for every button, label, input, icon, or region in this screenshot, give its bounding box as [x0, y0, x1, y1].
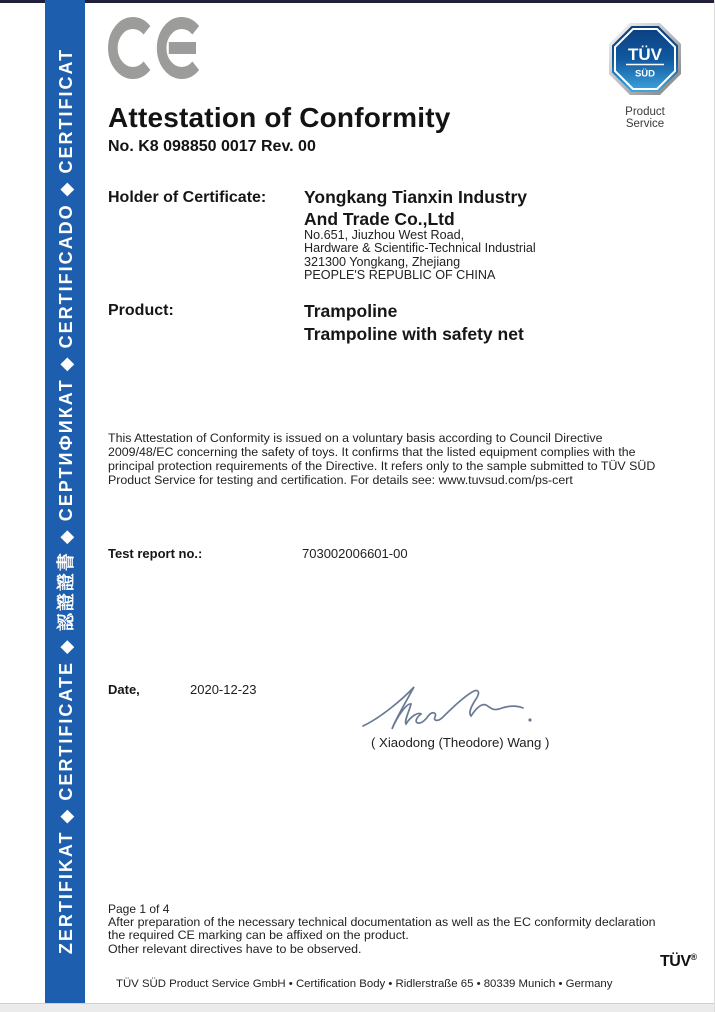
product-value [304, 300, 524, 345]
certificate-number: No. K8 098850 0017 Rev. 00 [108, 138, 316, 155]
holder-address-line: PEOPLE'S REPUBLIC OF CHINA [304, 268, 496, 283]
tuv-badge-top-text: TÜV [628, 45, 662, 64]
page-title: Attestation of Conformity [108, 102, 451, 133]
page-indicator: Page 1 of 4 [108, 902, 170, 916]
holder-label: Holder of Certificate: [108, 189, 267, 206]
statement-line: This Attestation of Conformity is issued on a voluntary basis according to Council Directive [108, 431, 603, 445]
holder-name-line: And Trade Co.,Ltd [304, 209, 455, 229]
signatory-name: ( Xiaodong (Theodore) Wang ) [371, 735, 550, 750]
statement-line: 2009/48/EC concerning the safety of toys. It confirms that the listed equipment complies with the [108, 445, 636, 460]
product-label: Product: [108, 302, 174, 319]
holder-name [304, 186, 527, 230]
holder-address-line: Hardware & Scientific-Technical Industrial [304, 241, 536, 256]
sidebar-multilingual-label: ZERTIFIKAT ◆ CERTIFICATE ◆ 認證證書 ◆ СЕРТИФИКАТ ◆ CERTIFICADO ◆ CERTIFICAT [56, 47, 76, 955]
footer-note [108, 916, 656, 956]
test-report-label: Test report no.: [108, 546, 203, 561]
page-bottom-edge [0, 1003, 714, 1012]
signature-image [358, 682, 538, 736]
date-label: Date, [108, 682, 140, 697]
page-top-edge [0, 0, 714, 3]
ce-mark-icon [108, 17, 201, 79]
product-line: Trampoline with safety net [304, 323, 524, 344]
footer-note-line: the required CE marking can be affixed on the product. [108, 928, 409, 943]
statement-line: Product Service for testing and certification. For details see: www.tuvsud.com/ps-cert [108, 473, 573, 488]
test-report-value: 703002006601-00 [302, 546, 408, 561]
date-value: 2020-12-23 [190, 682, 257, 697]
tuv-wordmark [660, 952, 697, 971]
holder-address-line: 321300 Yongkang, Zhejiang [304, 254, 461, 269]
product-line: Trampoline [304, 301, 398, 321]
holder-address-line: No.651, Jiuzhou West Road, [304, 228, 465, 242]
holder-name-line: Yongkang Tianxin Industry [304, 187, 527, 207]
tuv-sud-logo [609, 23, 681, 95]
statement-line: principal protection requirements of the Directive. It refers only to the sample submitted to TÜV SÜD [108, 459, 656, 474]
conformity-statement [108, 431, 655, 487]
tuv-wordmark-text: TÜV [660, 953, 691, 970]
footer-note-line: After preparation of the necessary technical documentation as well as the EC conformity declaration [108, 915, 656, 929]
registered-trademark-symbol: ® [690, 952, 697, 962]
tuv-badge-bottom-text: SÜD [634, 68, 656, 80]
holder-address [304, 229, 536, 283]
tuv-logo-caption: Product Service [625, 106, 665, 130]
company-address-line: TÜV SÜD Product Service GmbH • Certification Body • Ridlerstraße 65 • 80339 Munich • Germany [116, 978, 613, 990]
footer-note-line: Other relevant directives have to be observed. [108, 941, 362, 956]
